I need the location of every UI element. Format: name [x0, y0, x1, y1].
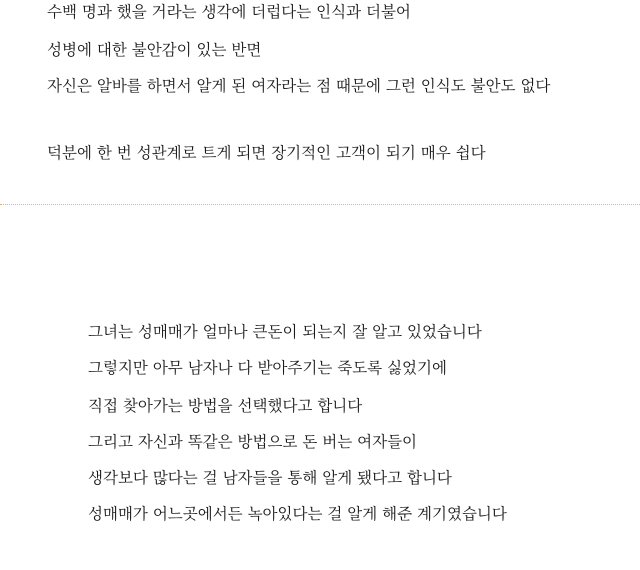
top-text-line: 자신은 알바를 하면서 알게 된 여자라는 점 때문에 그런 인식도 불안도 없다 — [47, 77, 551, 95]
bottom-text-block — [0, 210, 640, 570]
section-divider — [0, 204, 640, 205]
bottom-text-line: 그렇지만 아무 남자나 다 받아주기는 죽도록 싫었기에 — [88, 359, 447, 377]
top-text-line: 덕분에 한 번 성관계로 트게 되면 장기적인 고객이 되기 매우 쉽다 — [47, 144, 486, 162]
bottom-text-line: 그리고 자신과 똑같은 방법으로 돈 버는 여자들이 — [88, 433, 418, 451]
top-text-line: 수백 명과 했을 거라는 생각에 더럽다는 인식과 더불어 — [47, 3, 411, 21]
bottom-text-line: 생각보다 많다는 걸 남자들을 통해 알게 됐다고 합니다 — [88, 469, 452, 487]
bottom-text-line: 그녀는 성매매가 얼마나 큰돈이 되는지 잘 알고 있었습니다 — [88, 323, 482, 341]
bottom-text-line: 직접 찾아가는 방법을 선택했다고 합니다 — [88, 397, 363, 415]
top-text-line: 성병에 대한 불안감이 있는 반면 — [47, 41, 262, 59]
top-text-block — [0, 0, 640, 196]
bottom-text-line: 성매매가 어느곳에서든 녹아있다는 걸 알게 해준 계기였습니다 — [88, 505, 507, 523]
